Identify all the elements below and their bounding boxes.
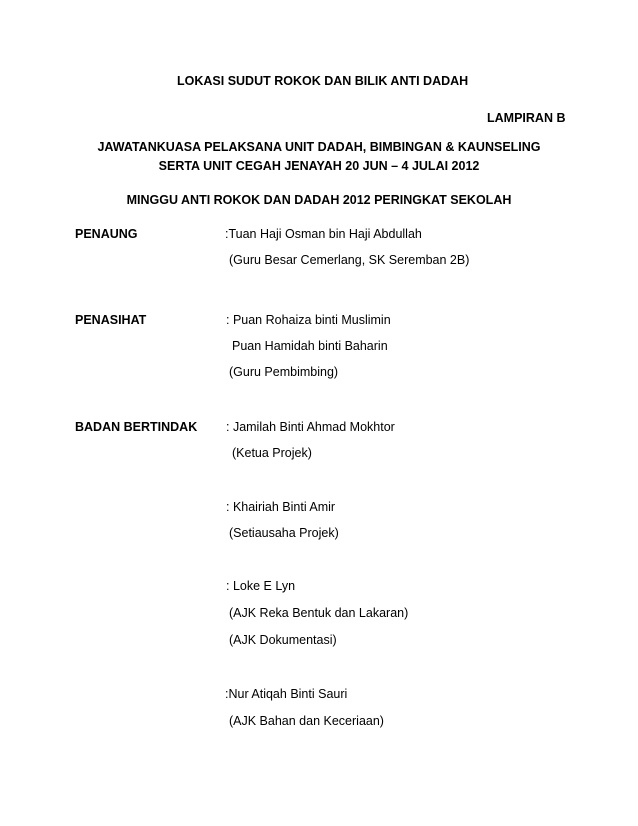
member-4-role: (AJK Bahan dan Keceriaan) [229, 714, 384, 728]
penaung-label: PENAUNG [75, 227, 138, 241]
appendix-label: LAMPIRAN B [487, 111, 566, 125]
member-3-name: : Loke E Lyn [226, 579, 296, 593]
member-3-role-1: (AJK Reka Bentuk dan Lakaran) [229, 606, 409, 620]
penasihat-name-2: Puan Hamidah binti Baharin [232, 339, 388, 353]
penaung-name: :Tuan Haji Osman bin Haji Abdullah [225, 227, 422, 241]
committee-dates: SERTA UNIT CEGAH JENAYAH 20 JUN – 4 JULAI 2012 [158, 159, 480, 173]
member-3-role-2: (AJK Dokumentasi) [229, 633, 337, 647]
member-2-role: (Setiausaha Projek) [229, 526, 339, 540]
penaung-title: (Guru Besar Cemerlang, SK Seremban 2B) [229, 253, 470, 267]
member-1-role: (Ketua Projek) [232, 446, 312, 460]
badan-bertindak-label: BADAN BERTINDAK [75, 420, 198, 434]
committee-heading: JAWATANKUASA PELAKSANA UNIT DADAH, BIMBINGAN & KAUNSELING [97, 140, 541, 154]
member-1-name: : Jamilah Binti Ahmad Mokhtor [226, 420, 395, 434]
penasihat-name-1: : Puan Rohaiza binti Muslimin [226, 313, 391, 327]
penasihat-label: PENASIHAT [75, 313, 147, 327]
event-heading: MINGGU ANTI ROKOK DAN DADAH 2012 PERINGKAT SEKOLAH [126, 193, 512, 207]
penasihat-title: (Guru Pembimbing) [229, 365, 339, 379]
member-4-name: :Nur Atiqah Binti Sauri [225, 687, 348, 701]
member-2-name: : Khairiah Binti Amir [226, 500, 336, 514]
document-title: LOKASI SUDUT ROKOK DAN BILIK ANTI DADAH [177, 74, 469, 88]
